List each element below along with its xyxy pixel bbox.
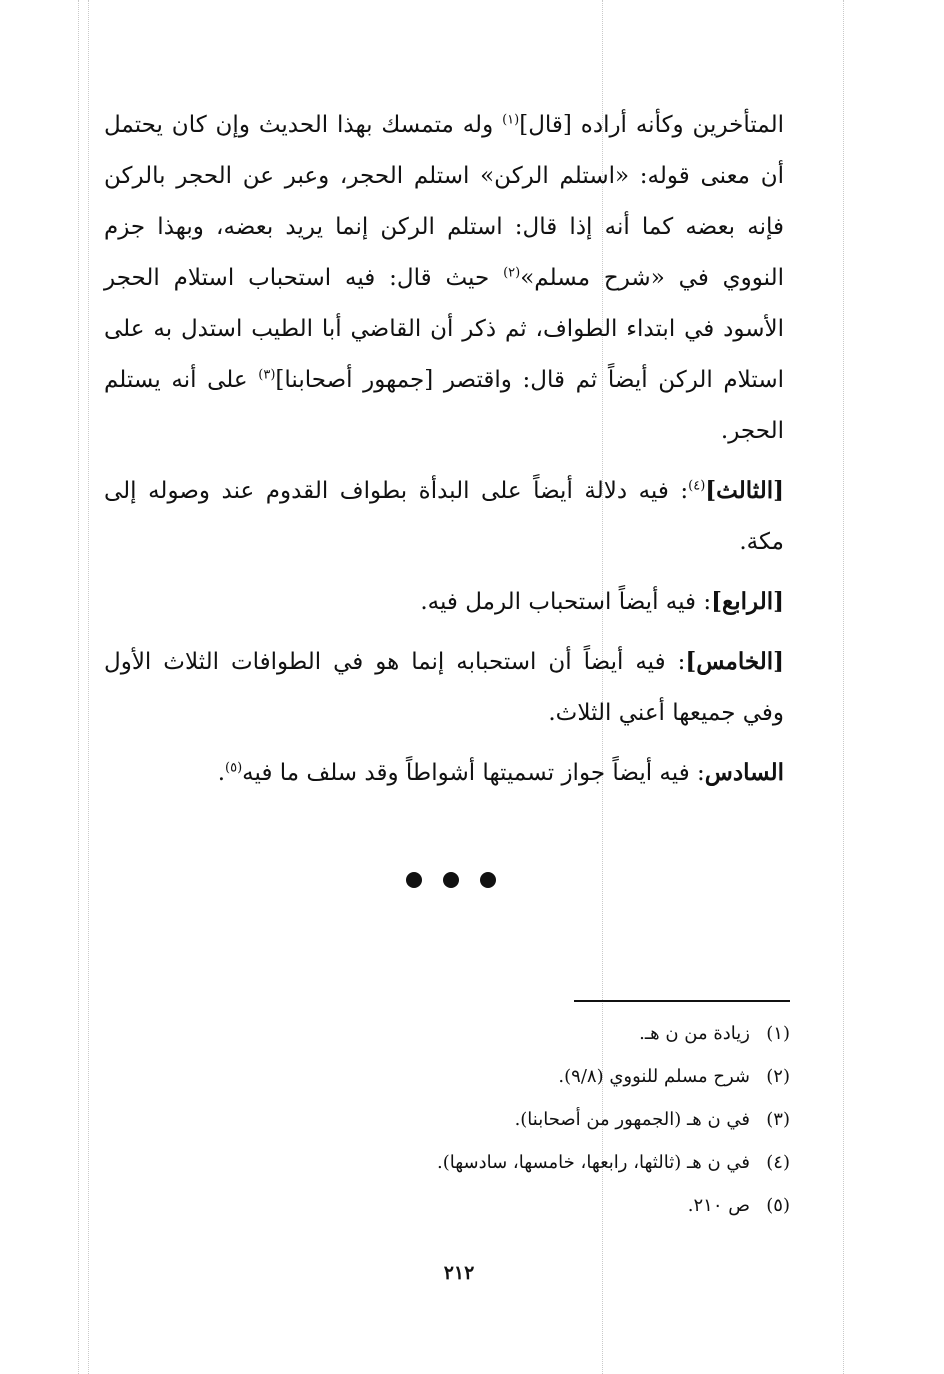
separator-dot xyxy=(480,872,496,888)
footnotes xyxy=(200,1012,790,1227)
scan-guide-line xyxy=(843,0,844,1374)
footnote-text: ص ٢١٠. xyxy=(687,1195,750,1216)
footnote-text: في ن هـ (الجمهور من أصحابنا). xyxy=(514,1109,750,1130)
scan-guide-line xyxy=(78,0,79,1374)
footnote-ref-5[interactable]: (٥) xyxy=(225,760,243,776)
section-label-fourth: [الرابع] xyxy=(711,588,784,615)
text-run: : فيه أيضاً أن استحبابه إنما هو في الطوافات الثلاث الأول وفي جميعها أعني الثلاث. xyxy=(104,649,784,726)
footnote-rule xyxy=(574,1000,790,1002)
footnote-text: زيادة من ن هـ. xyxy=(639,1023,750,1044)
paragraph-fourth xyxy=(104,576,784,628)
separator-dot xyxy=(443,872,459,888)
footnote-text: في ن هـ (ثالثها، رابعها، خامسها، سادسها). xyxy=(436,1152,750,1173)
footnote-ref-3[interactable]: (٣) xyxy=(258,367,276,383)
paragraph-sixth xyxy=(104,747,784,799)
text-run: : فيه دلالة أيضاً على البدأة بطواف القدوم عند وصوله إلى مكة. xyxy=(104,478,784,555)
text-run: وله متمسك بهذا الحديث وإن كان يحتمل أن معنى قوله: «استلم الركن» استلم الحجر، وعبر عن الحجر بالركن فإنه بعضه كما أنه إذا قال: استلم الركن إنما يريد بعضه، وبهذا جزم النووي في «شرح مسلم» xyxy=(104,112,785,291)
section-label-third: [الثالث] xyxy=(705,477,784,504)
text-run: حيث قال: فيه استحباب استلام الحجر الأسود في ابتداء الطواف، ثم ذكر أن القاضي أبا الطيب استدل به على استلام الركن أيضاً ثم قال: واقتصر [جمهور أصحابنا] xyxy=(104,265,784,393)
text-run: : فيه أيضاً استحباب الرمل فيه. xyxy=(420,589,712,615)
footnote-ref-2[interactable]: (٢) xyxy=(503,265,521,281)
footnote-number: (٣) xyxy=(766,1109,790,1130)
section-label-sixth: السادس xyxy=(704,759,784,786)
main-text xyxy=(104,100,784,807)
footnote-text: شرح مسلم للنووي (٩/٨). xyxy=(558,1066,750,1087)
separator-dot xyxy=(406,872,422,888)
text-run: على أنه يستلم الحجر. xyxy=(104,367,784,444)
footnote-ref-4[interactable]: (٤) xyxy=(688,478,706,494)
footnote-number: (٤) xyxy=(766,1152,790,1173)
footnote-number: (٢) xyxy=(766,1066,790,1087)
footnote-3 xyxy=(200,1098,790,1141)
section-separator xyxy=(406,868,496,892)
footnote-2 xyxy=(200,1055,790,1098)
footnote-number: (١) xyxy=(766,1023,790,1044)
paragraph-intro xyxy=(104,100,784,457)
footnote-4 xyxy=(200,1141,790,1184)
text-run: : فيه أيضاً جواز تسميتها أشواطاً وقد سلف ما فيه xyxy=(242,760,705,786)
footnote-number: (٥) xyxy=(766,1195,790,1216)
footnote-1 xyxy=(200,1012,790,1055)
scan-guide-line xyxy=(88,0,89,1374)
footnote-5 xyxy=(200,1184,790,1227)
paragraph-third xyxy=(104,465,784,568)
paragraph-fifth xyxy=(104,636,784,739)
section-label-fifth: [الخامس] xyxy=(685,648,784,675)
text-run: . xyxy=(217,760,226,786)
page-number: ٢١٢ xyxy=(443,1262,475,1284)
footnote-ref-1[interactable]: (١) xyxy=(502,112,520,128)
text-run: المتأخرين وكأنه أراده [قال] xyxy=(519,112,784,138)
